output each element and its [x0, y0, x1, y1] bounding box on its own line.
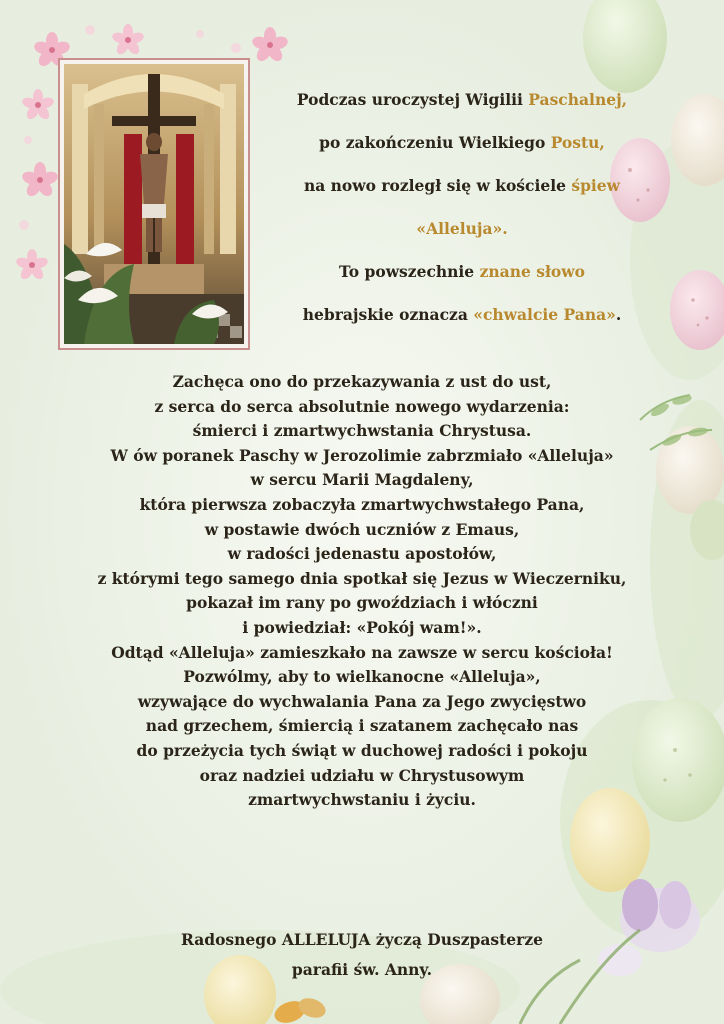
closing-line: parafii św. Anny.	[291, 960, 433, 979]
intro-text-span: po zakończeniu Wielkiego	[319, 133, 551, 152]
closing-greeting	[20, 925, 704, 985]
intro-line	[262, 121, 662, 164]
body-line: do przeżycia tych świąt w duchowej radości i pokoju	[136, 740, 588, 760]
intro-line	[262, 78, 662, 121]
intro-line	[262, 293, 662, 336]
body-line: i powiedział: «Pokój wam!».	[242, 617, 482, 637]
intro-highlight-span: Postu,	[550, 133, 605, 152]
intro-highlight-span: śpiew	[571, 176, 621, 195]
intro-text	[262, 78, 662, 336]
intro-highlight-span: znane słowo	[479, 262, 585, 281]
intro-text-span: na nowo rozległ się w kościele	[303, 176, 572, 195]
body-line: w sercu Marii Magdaleny,	[250, 470, 474, 490]
intro-line	[262, 207, 662, 250]
intro-highlight-span: «chwalcie Pana»	[473, 305, 616, 324]
body-text	[20, 370, 704, 813]
body-line: z którymi tego samego dnia spotkał się Jezus w Wieczerniku,	[97, 568, 627, 588]
body-line: wzywające do wychwalania Pana za Jego zwycięstwo	[137, 691, 587, 711]
intro-highlight-span: Paschalnej,	[528, 90, 628, 109]
body-line: w radości jedenastu apostołów,	[227, 544, 497, 564]
intro-text-span: .	[615, 305, 622, 324]
body-line: śmierci i zmartwychwstania Chrystusa.	[192, 421, 532, 441]
intro-text-span: To powszechnie	[339, 262, 480, 281]
church-altar-photo	[58, 58, 250, 350]
body-line: W ów poranek Paschy w Jerozolimie zabrzmiało «Alleluja»	[110, 445, 614, 465]
intro-text-span: Podczas uroczystej Wigilii	[296, 90, 529, 109]
intro-text-span: hebrajskie oznacza	[302, 305, 474, 324]
body-line: oraz nadziei udziału w Chrystusowym	[199, 765, 525, 785]
intro-line	[262, 164, 662, 207]
body-line: Pozwólmy, aby to wielkanocne «Alleluja»,	[183, 667, 541, 687]
body-line: pokazał im rany po gwoździach i włóczni	[186, 593, 538, 613]
body-line: z serca do serca absolutnie nowego wydarzenia:	[154, 396, 570, 416]
crucifix-altar-image	[64, 64, 244, 344]
body-line: nad grzechem, śmiercią i szatanem zachęcało nas	[145, 716, 579, 736]
body-line: w postawie dwóch uczniów z Emaus,	[204, 519, 520, 539]
body-line: Zachęca ono do przekazywania z ust do ust,	[172, 372, 552, 391]
closing-line: Radosnego ALLELUJA życzą Duszpasterze	[180, 930, 544, 949]
body-line: Odtąd «Alleluja» zamieszkało na zawsze w sercu kościoła!	[111, 642, 613, 662]
intro-highlight-span: «Alleluja».	[416, 219, 508, 238]
intro-line	[262, 250, 662, 293]
body-line: zmartwychwstaniu i życiu.	[248, 790, 476, 810]
body-line: która pierwsza zobaczyła zmartwychwstałego Pana,	[139, 494, 585, 514]
